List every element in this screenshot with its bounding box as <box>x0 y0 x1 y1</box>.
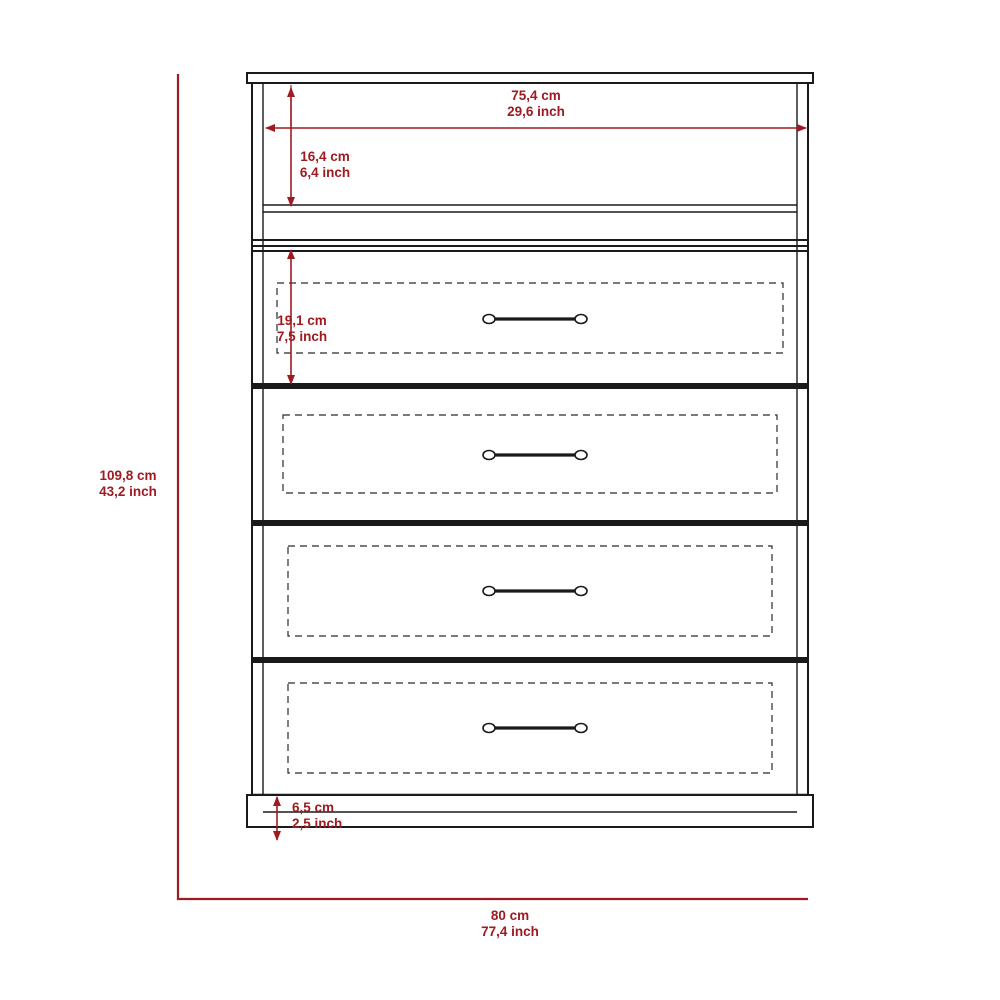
drawer-height-label: 19,1 cm 7,5 inch <box>276 313 328 344</box>
furniture-outline <box>247 73 813 827</box>
overall-width-label: 80 cm 77,4 inch <box>481 908 539 939</box>
top-section-height-label: 16,4 cm 6,4 inch <box>299 149 351 180</box>
top-width-label: 75,4 cm 29,6 inch <box>507 88 565 119</box>
overall-height-label: 109,8 cm 43,2 inch <box>99 468 157 499</box>
top-board <box>247 73 813 83</box>
base-height-label: 6,5 cm 2,5 inch <box>292 800 343 831</box>
